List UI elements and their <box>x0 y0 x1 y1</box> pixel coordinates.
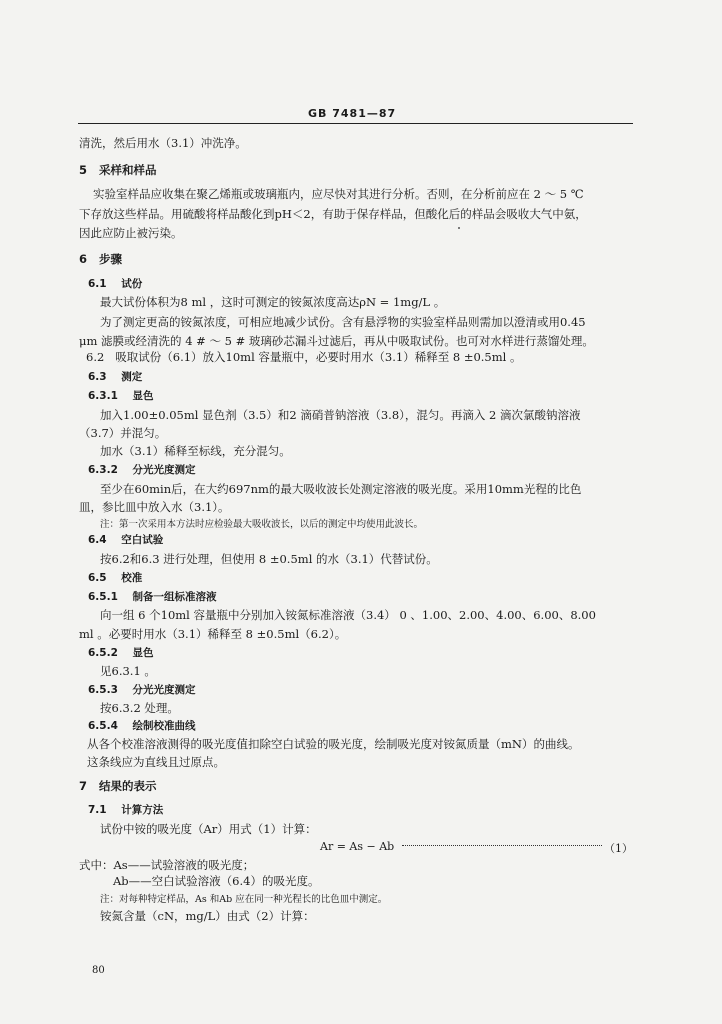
paragraph-line: 试份中铵的吸光度（Ar）用式（1）计算： <box>100 822 317 836</box>
note-line: 注：第一次采用本方法时应检验最大吸收波长，以后的测定中均使用此波长。 <box>100 519 424 530</box>
subsection-6-5-2: 6.5.2 显色 <box>88 647 154 659</box>
paragraph-line: μm 滤膜或经清洗的 4 # ～ 5 # 玻璃砂芯漏斗过滤后，再从中吸取试份。也可对水样进行蒸馏处理。 <box>79 334 594 348</box>
subsection-6-1: 6.1 试份 <box>88 278 143 290</box>
standard-code: GB 7481—87 <box>308 107 397 120</box>
where-line: 式中：As——试验溶液的吸光度； <box>79 858 255 872</box>
equation-1: Ar = As − Ab <box>320 840 395 853</box>
paragraph-line: 实验室样品应收集在聚乙烯瓶或玻璃瓶内，应尽快对其进行分析。否则，在分析前应在 2 ～ 5 ℃ <box>93 187 584 201</box>
note-line: 注：对每种特定样品，As 和Ab 应在同一种光程长的比色皿中测定。 <box>100 894 388 905</box>
paragraph-line: 加水（3.1）稀释至标线，充分混匀。 <box>100 444 291 458</box>
paragraph-line: 从各个校准溶液测得的吸光度值扣除空白试验的吸光度，绘制吸光度对铵氮质量（mN）的曲线。 <box>87 737 580 751</box>
paragraph-line: 按6.3.2 处理。 <box>100 701 179 715</box>
subsection-6-5: 6.5 校准 <box>88 572 143 584</box>
paragraph-6-2: 6.2 吸取试份（6.1）放入10ml 容量瓶中，必要时用水（3.1）稀释至 8 ±0.5ml 。 <box>86 350 522 364</box>
equation-number: （1） <box>604 842 633 855</box>
paragraph-line: 这条线应为直线且过原点。 <box>87 755 225 769</box>
section-heading-5: 5 采样和样品 <box>79 163 157 177</box>
subsection-6-5-1: 6.5.1 制备一组标准溶液 <box>88 591 217 603</box>
paragraph-line: （3.7）并混匀。 <box>79 426 167 440</box>
subsection-6-3: 6.3 测定 <box>88 371 143 383</box>
paragraph-line: ml 。必要时用水（3.1）稀释至 8 ±0.5ml（6.2）。 <box>79 627 347 641</box>
paragraph-line: 因此应防止被污染。 <box>79 226 183 240</box>
section-heading-7: 7 结果的表示 <box>79 779 157 793</box>
paragraph-line: 下存放这些样品。用硫酸将样品酸化到pH＜2，有助于保存样品，但酸化后的样品会吸收大气中氨， <box>79 207 587 221</box>
subsection-6-5-3: 6.5.3 分光光度测定 <box>88 684 196 696</box>
page-number: 80 <box>92 965 105 976</box>
paragraph-line: 最大试份体积为8 ml ，这时可测定的铵氮浓度高达ρN = 1mg/L 。 <box>100 295 446 309</box>
paragraph-line: 按6.2和6.3 进行处理，但使用 8 ±0.5ml 的水（3.1）代替试份。 <box>100 552 438 566</box>
where-line: Ab——空白试验溶液（6.4）的吸光度。 <box>113 874 320 888</box>
paragraph-line: 皿，参比皿中放入水（3.1）。 <box>79 500 230 514</box>
section-heading-6: 6 步骤 <box>79 252 123 266</box>
text-line: 清洗，然后用水（3.1）冲洗净。 <box>79 136 247 150</box>
subsection-7-1: 7.1 计算方法 <box>88 804 164 816</box>
paragraph-line: 至少在60min后，在大约697nm的最大吸收波长处测定溶液的吸光度。采用10mm光程的比色 <box>100 482 582 496</box>
paragraph-line: 见6.3.1 。 <box>100 664 156 678</box>
equation-leader-dots <box>402 845 602 846</box>
subsection-6-3-1: 6.3.1 显色 <box>88 390 154 402</box>
subsection-6-4: 6.4 空白试验 <box>88 534 164 546</box>
paragraph-line: 加入1.00±0.05ml 显色剂（3.5）和2 滴硝普钠溶液（3.8），混匀。再滴入 2 滴次氯酸钠溶液 <box>100 408 581 422</box>
subsection-6-5-4: 6.5.4 绘制校准曲线 <box>88 720 196 732</box>
subsection-6-3-2: 6.3.2 分光光度测定 <box>88 464 196 476</box>
paragraph-line: 铵氮含量（cN，mg/L）由式（2）计算： <box>100 909 315 923</box>
paragraph-line: 为了测定更高的铵氮浓度，可相应地减少试份。含有悬浮物的实验室样品则需加以澄清或用0.45 <box>100 315 586 329</box>
scan-speck <box>458 227 460 229</box>
paragraph-line: 向一组 6 个10ml 容量瓶中分别加入铵氮标准溶液（3.4） 0 、1.00、2.00、4.00、6.00、8.00 <box>100 608 596 622</box>
header-rule <box>78 123 633 124</box>
